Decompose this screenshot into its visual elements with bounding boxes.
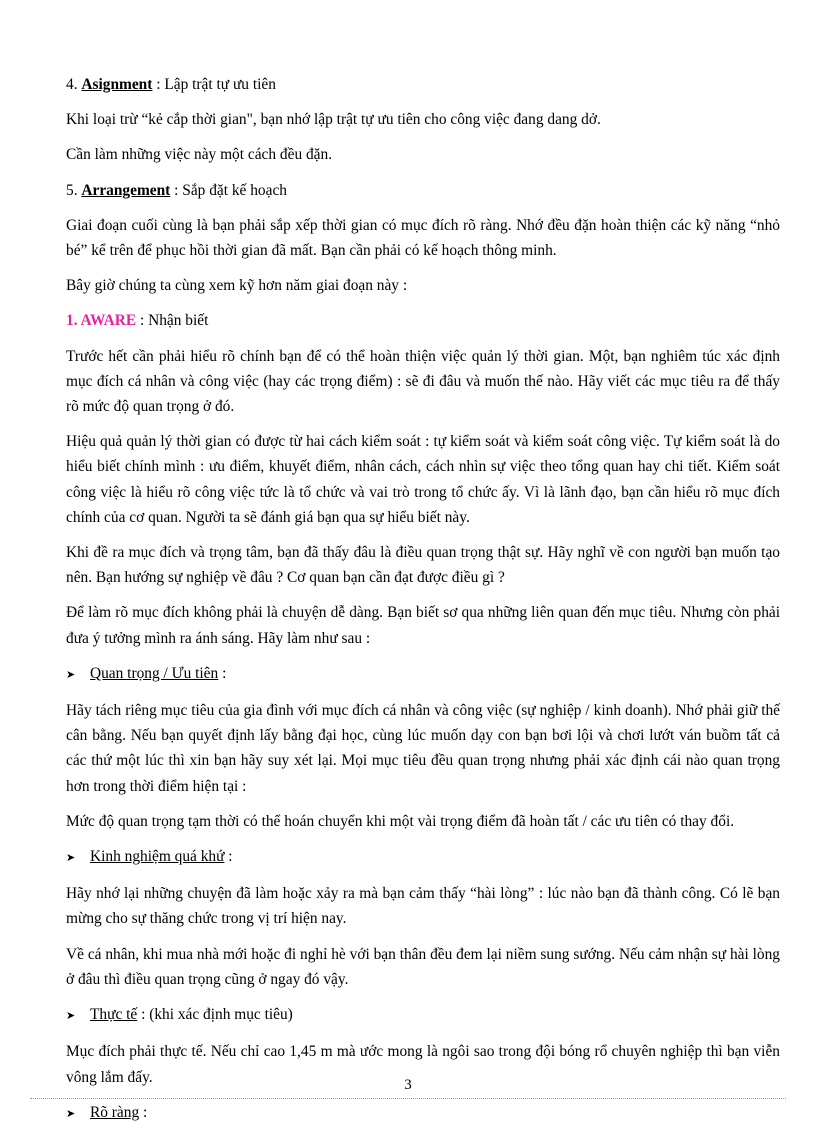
paragraph: Hãy tách riêng mục tiêu của gia đình với mục đích cá nhân và công việc (sự nghiệp / kinh doanh). Nhớ phải giữ thế cân bằng. Nếu bạn quyết định lấy bằng đại học, cùng lúc muốn dạy con bạn bơi lội và chơi lướt ván buồm tất cả các thứ một lúc thì xin bạn hãy suy xét lại. Mọi mục tiêu đều quan trọng nhưng phải xác định cái nào quan trọng hơn trong thời điểm hiện tại :: [66, 702, 780, 795]
bullet-item: [66, 661, 780, 688]
section-term: Asignment: [81, 76, 153, 93]
aware-heading: [66, 308, 780, 333]
section-4-heading: [66, 72, 780, 97]
page-footer: [30, 1077, 786, 1116]
paragraph: Mục đích phải thực tế. Nếu chỉ cao 1,45 m mà ước mong là ngôi sao trong đội bóng rổ chuyên nghiệp thì bạn viễn vông lắm đấy.: [66, 1043, 780, 1086]
bullet-label: Quan trọng / Ưu tiên: [90, 664, 219, 682]
aware-title: 1. AWARE: [66, 312, 137, 330]
paragraph: Mức độ quan trọng tạm thời có thể hoán chuyển khi một vài trọng điểm đã hoàn tất / các ưu tiên có thay đổi.: [66, 812, 735, 830]
arrowhead-bullet-icon: ➤: [66, 668, 76, 681]
paragraph: Cần làm những việc này một cách đều đặn.: [66, 146, 333, 164]
section-5-heading: [66, 178, 780, 203]
paragraph: Khi đề ra mục đích và trọng tâm, bạn đã thấy đâu là điều quan trọng thật sự. Hãy nghĩ về con người bạn muốn tạo nên. Bạn hướng sự nghiệp về đâu ? Cơ quan bạn cần đạt được điều gì ?: [66, 544, 780, 587]
section-subtitle: : Sắp đặt kế hoạch: [170, 181, 287, 199]
paragraph: Về cá nhân, khi mua nhà mới hoặc đi nghỉ hè với bạn thân đều đem lại niềm sung sướng. Nếu cảm nhận sự hài lòng ở đâu thì điều quan trọng cũng ở ngay đó vậy.: [66, 945, 780, 988]
aware-subtitle: : Nhận biết: [136, 312, 209, 330]
section-number: 4.: [66, 76, 82, 93]
paragraph: Trước hết cần phải hiểu rõ chính bạn để có thể hoàn thiện việc quản lý thời gian. Một, bạn nghiêm túc xác định mục đích cá nhân và công việc (hay các trọng điểm) : sẽ đi đâu và muốn thế nào. Hãy viết các mục tiêu ra để thấy rõ mức độ quan trọng ở đó.: [66, 347, 780, 416]
section-term: Arrangement: [81, 181, 171, 199]
bullet-label: Kinh nghiệm quá khứ: [90, 848, 225, 866]
paragraph: Bây giờ chúng ta cùng xem kỹ hơn năm giai đoạn này :: [66, 277, 408, 295]
bullet-rest: :: [224, 848, 233, 866]
bullet-label: Rõ ràng: [90, 1103, 140, 1121]
paragraph: Hiệu quả quản lý thời gian có được từ hai cách kiểm soát : tự kiểm soát và kiểm soát công việc. Tự kiểm soát là do hiểu biết chính mình : ưu điểm, khuyết điểm, nhân cách, cách nhìn sự việc theo tổng quan hay chi tiết. Kiểm soát công việc là hiểu rõ công việc tức là tổ chức và vai trò trong tổ chức ấy. Vì là lãnh đạo, bạn cần hiểu rõ mục đích chính của cơ quan. Người ta sẽ đánh giá bạn qua sự hiểu biết này.: [66, 433, 780, 526]
arrowhead-bullet-icon: ➤: [66, 852, 76, 865]
bullet-text: [90, 844, 233, 869]
document-page: [66, 72, 780, 1137]
arrowhead-bullet-icon: ➤: [66, 1010, 76, 1023]
bullet-rest: : (khi xác định mục tiêu): [137, 1006, 293, 1024]
paragraph: Khi loại trừ “kẻ cắp thời gian", bạn nhớ lập trật tự ưu tiên cho công việc đang dang dở.: [66, 111, 601, 129]
paragraph: Để làm rõ mục đích không phải là chuyện dễ dàng. Bạn biết sơ qua những liên quan đến mục tiêu. Nhưng còn phải đưa ý tưởng mình ra ánh sáng. Hãy làm như sau :: [66, 604, 780, 647]
bullet-text: [90, 1002, 293, 1027]
bullet-rest: :: [139, 1103, 148, 1121]
bullet-rest: :: [218, 664, 227, 682]
bullet-label: Thực tế: [90, 1006, 138, 1024]
paragraph: Hãy nhớ lại những chuyện đã làm hoặc xảy ra mà bạn cảm thấy “hài lòng” : lúc nào bạn đã thành công. Có lẽ bạn mừng cho sự thăng chức trong vị trí hiện nay.: [66, 885, 780, 928]
bullet-item: [66, 844, 780, 871]
page-number: 3: [400, 1077, 416, 1093]
bullet-item: [66, 1002, 780, 1029]
section-subtitle: : Lập trật tự ưu tiên: [152, 76, 276, 93]
paragraph: Giai đoạn cuối cùng là bạn phải sắp xếp thời gian có mục đích rõ ràng. Nhớ đều đặn hoàn thiện các kỹ năng “nhỏ bé” kể trên để phục hồi thời gian đã mất. Bạn cần phải có kế hoạch thông minh.: [66, 216, 780, 260]
bullet-text: [90, 661, 226, 686]
arrowhead-bullet-icon: ➤: [66, 1107, 76, 1120]
section-number: 5.: [66, 181, 82, 199]
